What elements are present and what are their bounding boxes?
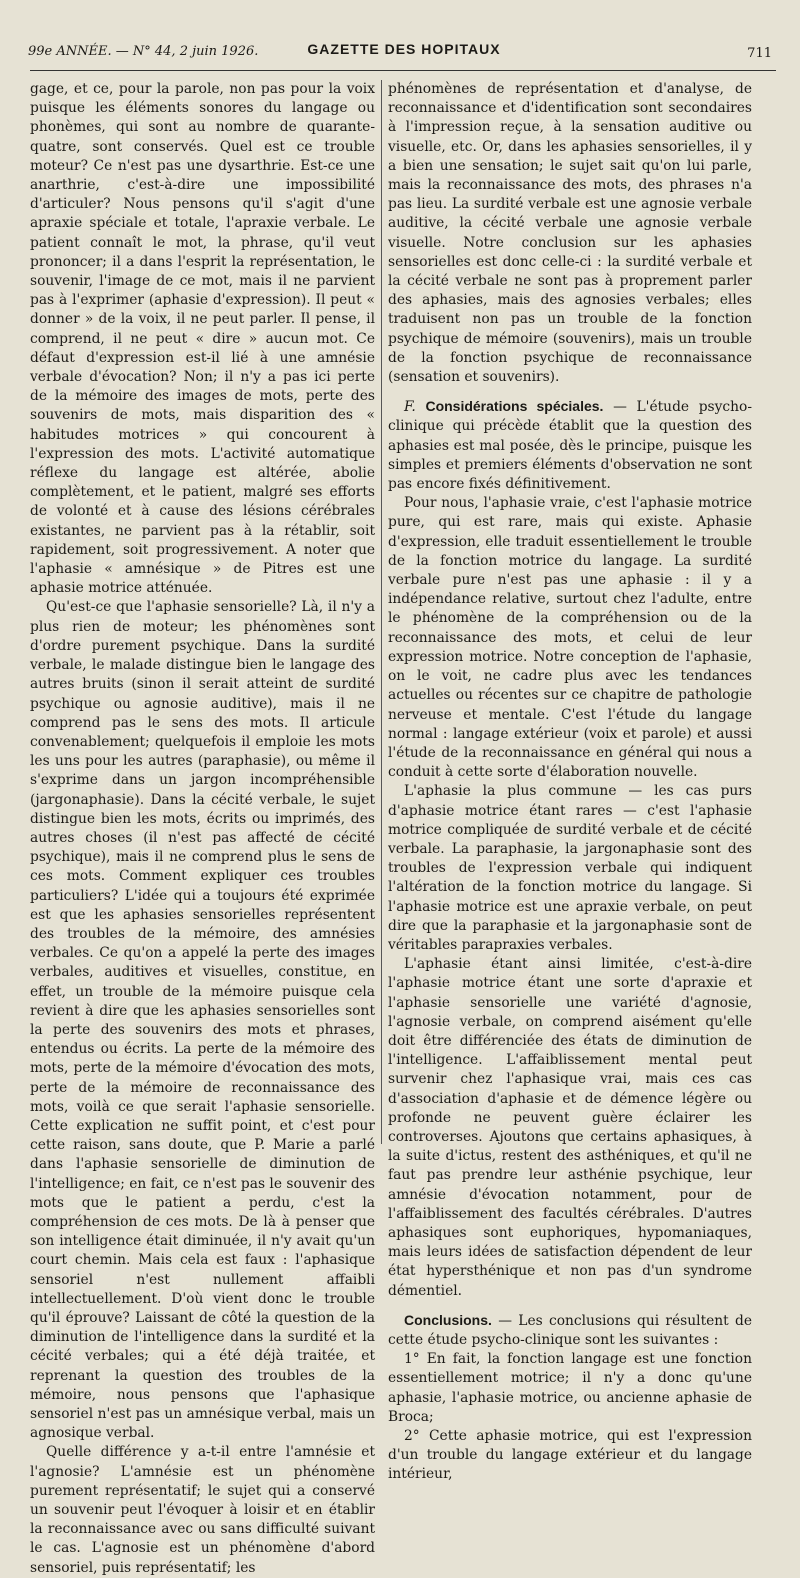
section-considerations: [388, 397, 752, 494]
paragraph-text: — Les conclusions qui résultent de cette étude psycho-clinique sont les suivantes :: [388, 1312, 752, 1348]
paragraph: 2° Cette aphasie motrice, qui est l'expression d'un trouble du langage extérieur et du langage intérieur,: [388, 1428, 752, 1483]
paragraph: Qu'est-ce que l'aphasie sensorielle? Là, il n'y a plus rien de moteur; les phénomènes sont d'ordre purement psychique. Dans la surdité verbale, le malade distingue bien le langage des autres bruits (sinon il serait atteint de surdité psychique ou agnosie auditive), mais il ne comprend pas le sens des mots. Il articule convenablement; quelquefois il emploie les mots les uns pour les autres (paraphasie), ou même il s'exprime dans un jargon incompréhensible (jargonaphasie). Dans la cécité verbale, le sujet distingue bien les mots, écrits ou imprimés, des autres choses (il n'est pas affecté de cécité psychique), mais il ne comprend plus le sens de ces mots. Comment expliquer ces troubles particuliers? L'idée qui a toujours été exprimée est que les aphasies sensorielles représentent des troubles de la mémoire, des amnésies verbales. Ce qu'on a appelé la perte des images verbales, auditives et visuelles, constitue, en effet, un trouble de la mémoire puisque cela revient à dire que les aphasies sensorielles sont la perte des souvenirs des mots et phrases, entendus ou écrits. La perte de la mémoire des mots, perte de la mémoire d'évocation des mots, perte de la mémoire de reconnaissance des mots, voilà ce que serait l'aphasie sensorielle. Cette explication ne suffit point, et c'est pour cette raison, sans doute, que P. Marie a parlé dans l'aphasie sensorielle de diminution de l'intelligence; en fait, ce n'est pas le souvenir des mots que le patient a perdu, c'est la compréhension de ces mots. De là à penser que son intelligence était diminuée, il n'y avait qu'un court chemin. Mais cela est faux : l'aphasique sensoriel n'est nullement affaibli intellectuellement. D'où vient donc le trouble qu'il éprouve? Laissant de côté la question de la diminution de l'intelligence dans la surdité et la cécité verbales; qui a été déjà traitée, et reprenant la question des troubles de la mémoire, nous pensons que l'aphasique sensoriel n'est pas un amnésique verbal, mais un agnosique verbal.: [30, 599, 375, 1442]
running-header: [28, 38, 780, 64]
issue-info: 99e ANNÉE. — N° 44, 2 juin 1926.: [28, 44, 259, 59]
paragraph: 1° En fait, la fonction langage est une fonction essentiellement motrice; il n'y a donc qu'une aphasie, l'aphasie motrice, ou ancienne aphasie de Broca;: [388, 1351, 752, 1425]
section-conclusions: [388, 1311, 752, 1350]
page-number: 711: [747, 46, 772, 61]
paragraph: Pour nous, l'aphasie vraie, c'est l'aphasie motrice pure, qui est rare, mais qui existe. Aphasie d'expression, elle traduit essentiellement le trouble de la fonction motrice du langage. La surdité verbale pure n'est pas une aphasie : il y a indépendance relative, surtout chez l'adulte, entre le phénomène de la compréhension ou de la reconnaissance des mots, et celui de leur expression motrice. Notre conception de l'aphasie, on le voit, ne cadre plus avec les tendances actuelles ou récentes sur ce chapitre de pathologie nerveuse et mentale. C'est l'étude du langage normal : langage extérieur (voix et parole) et aussi l'étude de la reconnaissance en général qui nous a conduit à cette sorte d'élaboration nouvelle.: [388, 495, 752, 781]
section-letter: F.: [404, 399, 416, 416]
section-title: Conclusions.: [404, 1311, 492, 1328]
paragraph: phénomènes de représentation et d'analyse, de reconnaissance et d'identification sont secondaires à l'impression reçue, à la sensation auditive ou visuelle, etc. Or, dans les aphasies sensorielles, il y a bien une sensation; le sujet sait qu'on lui parle, mais la reconnaissance des mots, des phrases n'a pas lieu. La surdité verbale est une agnosie verbale auditive, la cécité verbale une agnosie verbale visuelle. Notre conclusion sur les aphasies sensorielles est donc celle-ci : la surdité verbale et la cécité verbale ne sont pas à proprement parler des aphasies, mais des agnosies verbales; elles traduisent non pas un trouble de la fonction psychique de mémoire (souvenirs), mais un trouble de la fonction psychique de reconnaissance (sensation et souvenirs).: [388, 81, 752, 386]
paragraph: Quelle différence y a-t-il entre l'amnésie et l'agnosie? L'amnésie est un phénomène purement représentatif; le sujet qui a conservé un souvenir peut l'évoquer à loisir et en établir la reconnaissance avec ou sans difficulté suivant le cas. L'agnosie est un phénomène d'abord sensoriel, puis représentatif; les: [30, 1444, 375, 1576]
journal-title: GAZETTE DES HOPITAUX: [307, 41, 501, 57]
left-column: [30, 80, 375, 1576]
paragraph: gage, et ce, pour la parole, non pas pour la voix puisque les éléments sonores du langage ou phonèmes, qui sont au nombre de quarante-quatre, sont conservés. Quel est ce trouble moteur? Ce n'est pas une dysarthrie. Est-ce une anarthrie, c'est-à-dire une impossibilité d'articuler? Nous pensons qu'il s'agit d'une apraxie spéciale et totale, l'apraxie verbale. Le patient connaît le mot, la phrase, qu'il veut prononcer; il a dans l'esprit la représentation, le souvenir, l'image de ce mot, mais il ne parvient pas à l'exprimer (aphasie d'expression). Il peut « donner » de la voix, il ne peut parler. Il pense, il comprend, il ne peut « dire » aucun mot. Ce défaut d'expression est-il lié à une amnésie verbale d'évocation? Non; il n'y a pas ici perte de la mémoire des images de mots, perte des souvenirs de mots, mais disparition des « habitudes motrices » qui concourent à l'expression des mots. L'activité automatique réflexe du langage est altérée, abolie complètement, et le patient, malgré ses efforts de volonté et à cause des lésions cérébrales existantes, ne parvient pas à la rétablir, soit rapidement, soit progressivement. A noter que l'aphasie « amnésique » de Pitres est une aphasie motrice atténuée.: [30, 81, 375, 597]
paragraph: L'aphasie la plus commune — les cas purs d'aphasie motrice étant rares — c'est l'aphasie motrice compliquée de surdité verbale et de cécité verbale. La paraphasie, la jargonaphasie sont des troubles de l'expression verbale qui indiquent l'altération de la fonction motrice du langage. Si l'aphasie motrice est une apraxie verbale, on peut dire que la paraphasie et la jargonaphasie sont de véritables parapraxies verbales.: [388, 783, 752, 953]
right-column: [388, 80, 752, 1483]
paragraph: L'aphasie étant ainsi limitée, c'est-à-dire l'aphasie motrice étant une sorte d'apraxie et l'aphasie sensorielle une variété d'agnosie, l'agnosie verbale, on comprend aisément qu'elle doit être différenciée des états de diminution de l'intelligence. L'affaiblissement mental peut survenir chez l'aphasique vrai, mais ces cas d'association d'aphasie et de démence légère ou profonde ne peuvent guère éclairer les controverses. Ajoutons que certains aphasiques, à la suite d'ictus, restent des asthéniques, et qu'il ne faut pas prendre leur asthénie psychique, leur amnésie d'évocation notamment, pour de l'affaiblissement des facultés cérébrales. D'autres aphasiques sont euphoriques, hypomaniaques, mais leurs idées de satisfaction dépendent de leur état hypersthénique et non pas d'un syndrome démentiel.: [388, 956, 752, 1299]
header-rule: [30, 70, 776, 71]
section-title: Considérations spéciales.: [425, 398, 604, 415]
column-divider: [381, 80, 382, 1144]
paragraph-text: — L'étude psycho-clinique qui précède établit que la question des aphasies est mal posée, dès le principe, puisque les simples et premiers éléments d'observation ne sont pas encore fixés définitivement.: [388, 399, 752, 493]
